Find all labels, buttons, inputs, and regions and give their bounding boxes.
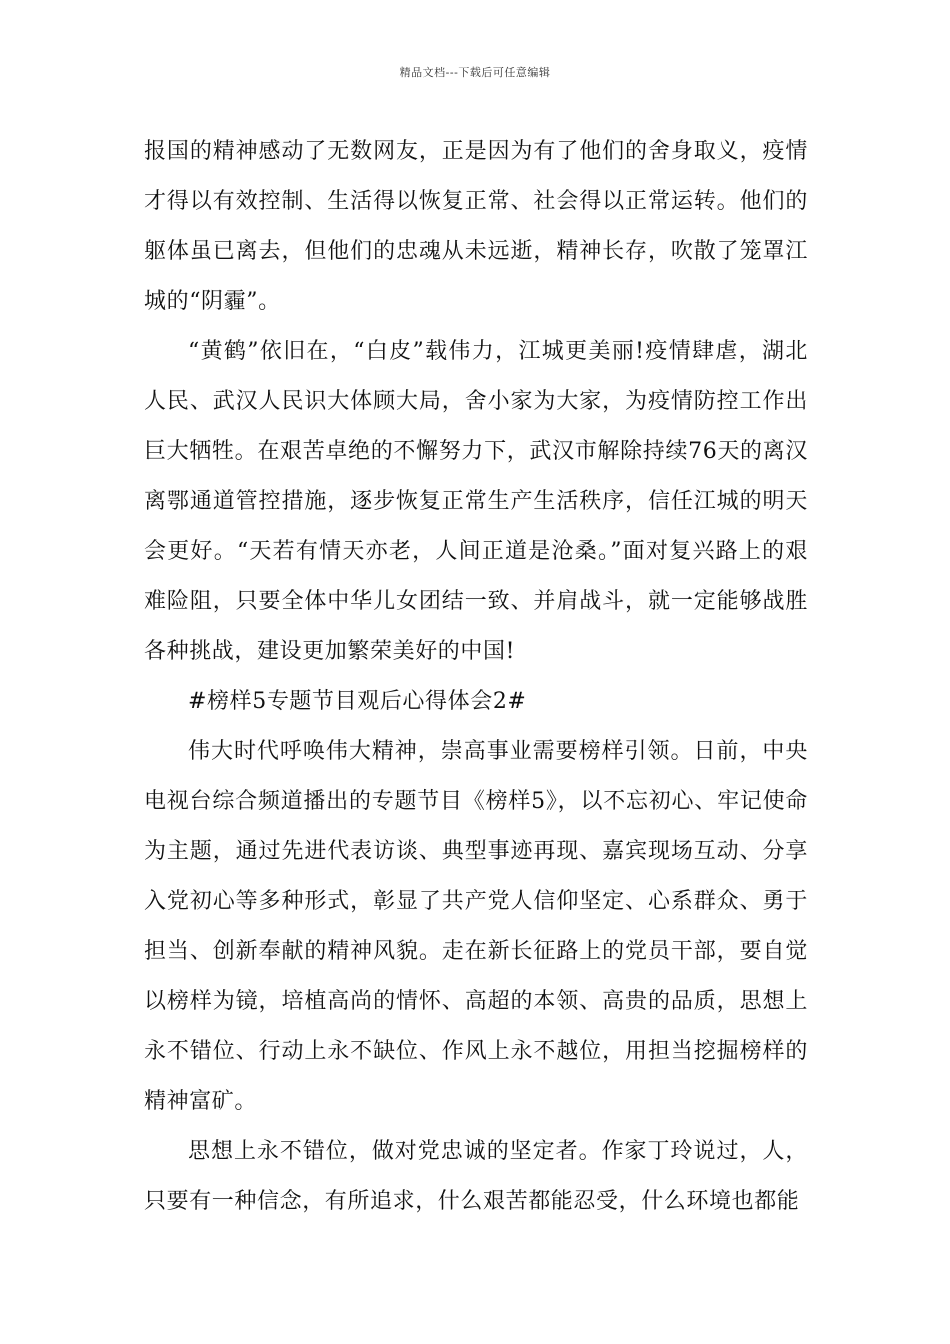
section-heading: #榜样5专题节目观后心得体会2# — [188, 689, 527, 714]
page-header: 精品文档---下载后可任意编辑 — [399, 66, 551, 79]
paragraph-4: 思想上永不错位，做对党忠诚的坚定者。作家丁玲说过，人，只要有一种信念，有所追求，什么艰苦都能忍受，什么环境也都能 — [144, 1139, 808, 1214]
paragraph-2: “黄鹤”依旧在，“白皮”载伟力，江城更美丽!疫情肆虐，湖北人民、武汉人民识大体顾大局，舍小家为大家，为疫情防控工作出巨大牺牲。在艰苦卓绝的不懈努力下，武汉市解除持续76天的离汉离鄂通道管控措施，逐步恢复正常生产生活秩序，信任江城的明天会更好。“天若有情天亦老，人间正道是沧桑。”面对复兴路上的艰难险阻，只要全体中华儿女团结一致、并肩战斗，就一定能够战胜各种挑战，建设更加繁荣美好的中国! — [144, 339, 808, 664]
document-body — [144, 127, 808, 1227]
paragraph-1: 报国的精神感动了无数网友，正是因为有了他们的舍身取义，疫情才得以有效控制、生活得以恢复正常、社会得以正常运转。他们的躯体虽已离去，但他们的忠魂从未远逝，精神长存，吹散了笼罩江城的“阴霾”。 — [144, 139, 808, 314]
paragraph-3: 伟大时代呼唤伟大精神，崇高事业需要榜样引领。日前，中央电视台综合频道播出的专题节目《榜样5》，以不忘初心、牢记使命为主题，通过先进代表访谈、典型事迹再现、嘉宾现场互动、分享入党初心等多种形式，彰显了共产党人信仰坚定、心系群众、勇于担当、创新奉献的精神风貌。走在新长征路上的党员干部，要自觉以榜样为镜，培植高尚的情怀、高超的本领、高贵的品质，思想上永不错位、行动上永不缺位、作风上永不越位，用担当挖掘榜样的精神富矿。 — [144, 739, 808, 1114]
